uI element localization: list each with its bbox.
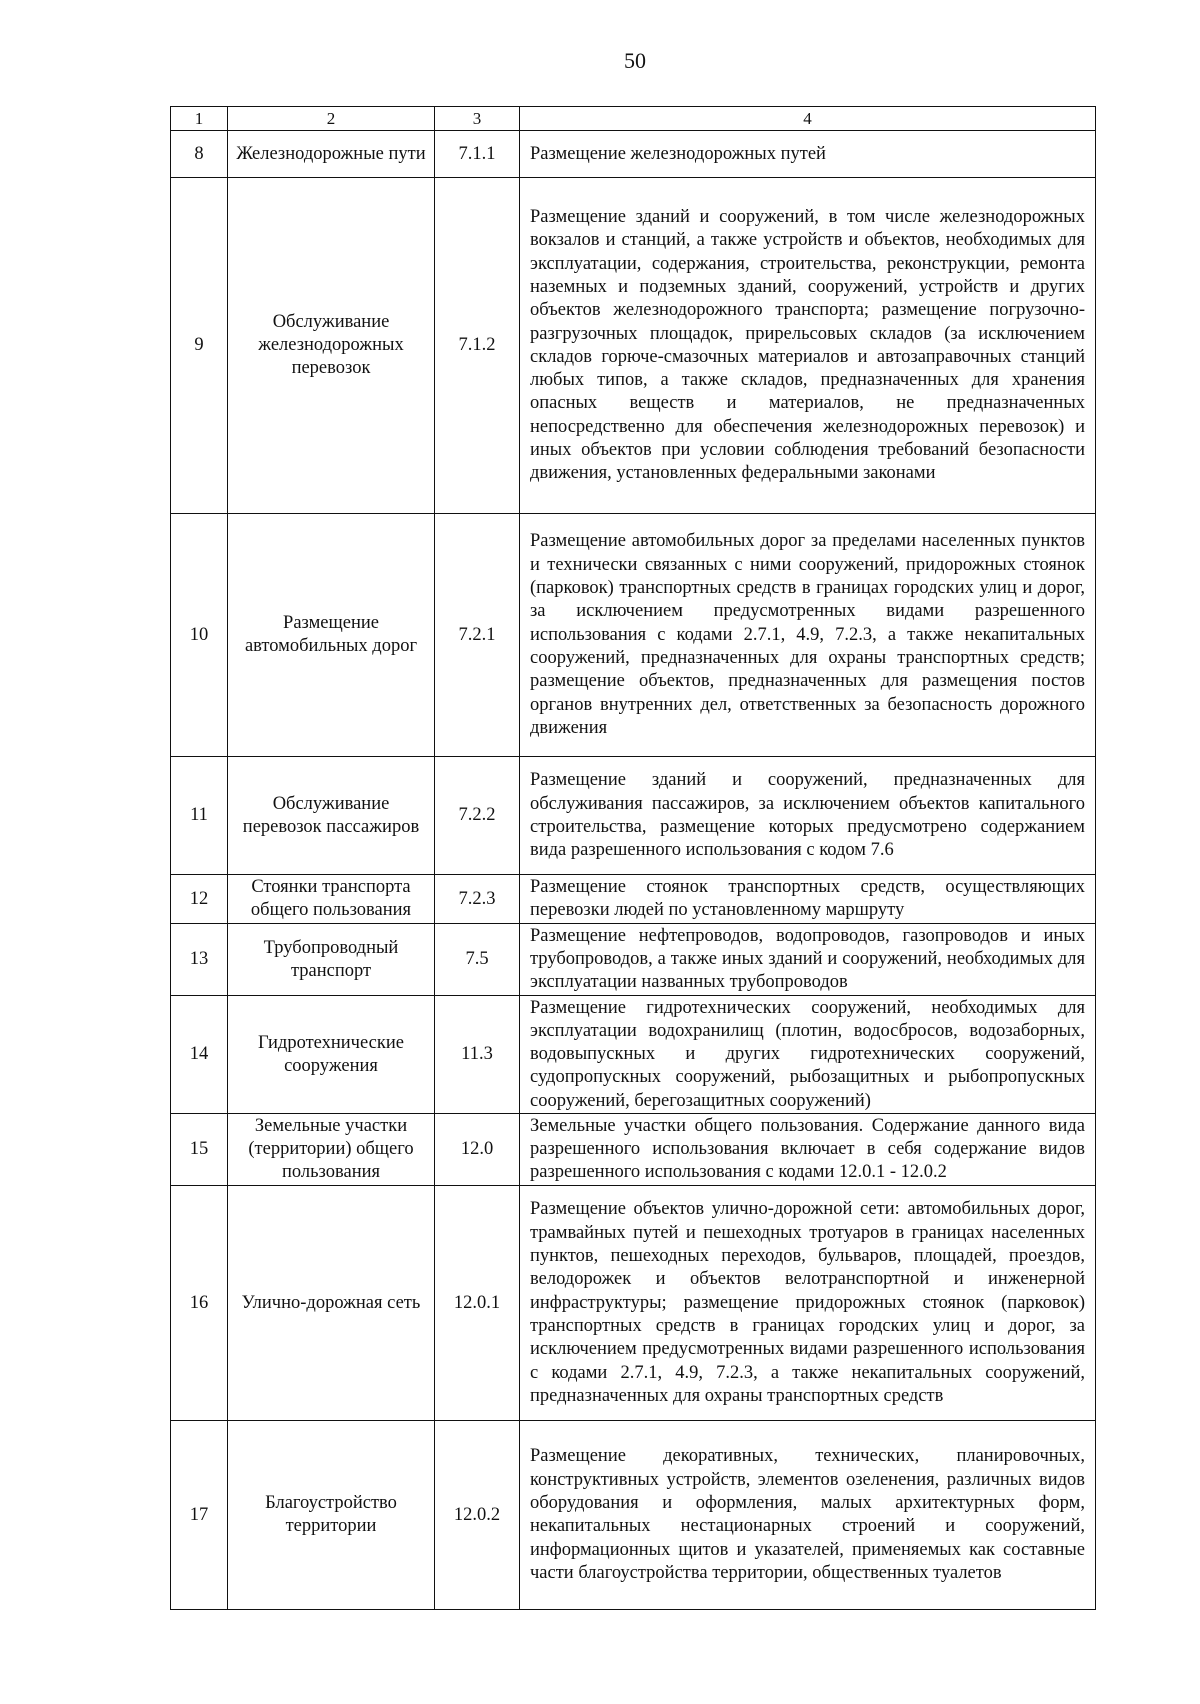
use-description	[520, 514, 1096, 757]
table-header-row	[171, 107, 1096, 131]
use-description-text: Размещение зданий и сооружений, предназначенных для обслуживания пассажиров, за исключением объектов капитального строительства, размещение которых предусмотрено содержанием вида разрешенного использования с кодом 7.6	[530, 770, 1085, 861]
use-description	[520, 1421, 1096, 1610]
header-col-3: 3	[435, 107, 520, 131]
use-description	[520, 875, 1096, 924]
table-row	[171, 178, 1096, 514]
row-number: 14	[171, 996, 228, 1114]
use-description-text: Земельные участки общего пользования. Содержание данного вида разрешенного использования включает в себя содержание видов разрешенного использования с кодами 12.0.1 - 12.0.2	[530, 1115, 1085, 1183]
use-description	[520, 996, 1096, 1114]
row-number: 12	[171, 875, 228, 924]
use-name-text: Стоянки транспорта общего пользования	[250, 877, 412, 921]
use-name-text: Земельные участки (территории) общего пользования	[248, 1116, 414, 1183]
use-description	[520, 924, 1096, 996]
table-row	[171, 875, 1096, 924]
use-description	[520, 131, 1096, 178]
use-name	[228, 514, 435, 757]
use-description-text: Размещение автомобильных дорог за пределами населенных пунктов и технически связанных с ними сооружений, придорожных стоянок (парковок) транспортных средств в границах городских улиц и дорог, за исключением предусмотренных видами разрешенного использования с кодами 2.7.1, 4.9, 7.2.3, а также некапитальных сооружений, предназначенных для охраны транспортных средств; размещение объектов, предназначенных для размещения постов органов внутренних дел, ответственных за безопасность дорожного движения	[530, 531, 1085, 738]
use-code: 7.2.2	[435, 757, 520, 875]
table-row	[171, 924, 1096, 996]
land-use-table	[170, 106, 1096, 1610]
use-name-text: Гидротехнические сооружения	[258, 1032, 404, 1076]
use-name-text: Улично-дорожная сеть	[241, 1292, 421, 1313]
row-number: 13	[171, 924, 228, 996]
row-number: 10	[171, 514, 228, 757]
use-code: 7.1.2	[435, 178, 520, 514]
use-description	[520, 1186, 1096, 1421]
use-name	[228, 178, 435, 514]
use-name-text: Обслуживание железнодорожных перевозок	[258, 312, 404, 379]
header-col-1: 1	[171, 107, 228, 131]
use-name	[228, 1114, 435, 1186]
use-code: 7.2.1	[435, 514, 520, 757]
table-row	[171, 996, 1096, 1114]
use-code: 7.2.3	[435, 875, 520, 924]
table-row	[171, 131, 1096, 178]
use-description-text: Размещение нефтепроводов, водопроводов, газопроводов и иных трубопроводов, а также иных зданий и сооружений, необходимых для эксплуатации названных трубопроводов	[530, 925, 1085, 993]
row-number: 8	[171, 131, 228, 178]
header-col-2: 2	[228, 107, 435, 131]
use-name	[228, 875, 435, 924]
use-description-text: Размещение декоративных, технических, планировочных, конструктивных устройств, элементов озеленения, различных видов оборудования и оформления, малых архитектурных форм, некапитальных нестационарных строений и сооружений, информационных щитов и указателей, применяемых как составные части благоустройства территории, общественных туалетов	[530, 1446, 1085, 1583]
use-code: 12.0	[435, 1114, 520, 1186]
use-description	[520, 1114, 1096, 1186]
use-description	[520, 757, 1096, 875]
table-row	[171, 757, 1096, 875]
use-description-text: Размещение объектов улично-дорожной сети: автомобильных дорог, трамвайных путей и пешеходных тротуаров в границах населенных пунктов, пешеходных переходов, бульваров, площадей, проездов, велодорожек и объектов велотранспортной и инженерной инфраструктуры; размещение придорожных стоянок (парковок) транспортных средств в границах городских улиц и дорог, за исключением предусмотренных видами разрешенного использования с кодами 2.7.1, 4.9, 7.2.3, а также некапитальных сооружений, предназначенных для охраны транспортных средств	[530, 1199, 1085, 1406]
page-number: 50	[624, 48, 646, 73]
use-name	[228, 757, 435, 875]
use-description	[520, 178, 1096, 514]
row-number: 15	[171, 1114, 228, 1186]
table-row	[171, 1114, 1096, 1186]
use-name	[228, 996, 435, 1114]
use-description-text: Размещение зданий и сооружений, в том числе железнодорожных вокзалов и станций, а также устройств и объектов, необходимых для эксплуатации, содержания, строительства, реконструкции, ремонта наземных и подземных зданий, сооружений, устройств и других объектов железнодорожного транспорта; размещение погрузочно-разгрузочных площадок, прирельсовых складов (за исключением складов горюче-смазочных материалов и автозаправочных станций любых типов, а также складов, предназначенных для хранения опасных веществ и материалов, не предназначенных непосредственно для обеспечения железнодорожных перевозок) и иных объектов при условии соблюдения требований безопасности движения, установленных федеральными законами	[530, 207, 1085, 484]
table-row	[171, 1186, 1096, 1421]
use-name	[228, 131, 435, 178]
table-row	[171, 1421, 1096, 1610]
use-code: 11.3	[435, 996, 520, 1114]
use-name	[228, 1186, 435, 1421]
row-number: 9	[171, 178, 228, 514]
use-name-text: Железнодорожные пути	[236, 143, 426, 164]
use-description-text: Размещение железнодорожных путей	[530, 143, 826, 164]
use-description-text: Размещение гидротехнических сооружений, необходимых для эксплуатации водохранилищ (плотин, водосбросов, водозаборных, водовыпускных и других гидротехнических сооружений, судопропускных сооружений, рыбозащитных и рыбопропускных сооружений, берегозащитных сооружений)	[530, 997, 1085, 1111]
use-code: 12.0.1	[435, 1186, 520, 1421]
use-name	[228, 1421, 435, 1610]
use-name	[228, 924, 435, 996]
header-col-4: 4	[520, 107, 1096, 131]
use-code: 7.5	[435, 924, 520, 996]
use-name-text: Благоустройство территории	[265, 1493, 397, 1537]
use-code: 7.1.1	[435, 131, 520, 178]
row-number: 16	[171, 1186, 228, 1421]
table-row	[171, 514, 1096, 757]
use-name-text: Обслуживание перевозок пассажиров	[242, 793, 420, 837]
use-name-text: Размещение автомобильных дорог	[244, 613, 418, 657]
row-number: 17	[171, 1421, 228, 1610]
row-number: 11	[171, 757, 228, 875]
use-code: 12.0.2	[435, 1421, 520, 1610]
use-name-text: Трубопроводный транспорт	[263, 937, 399, 981]
use-description-text: Размещение стоянок транспортных средств, осуществляющих перевозки людей по установленному маршруту	[530, 877, 1085, 921]
